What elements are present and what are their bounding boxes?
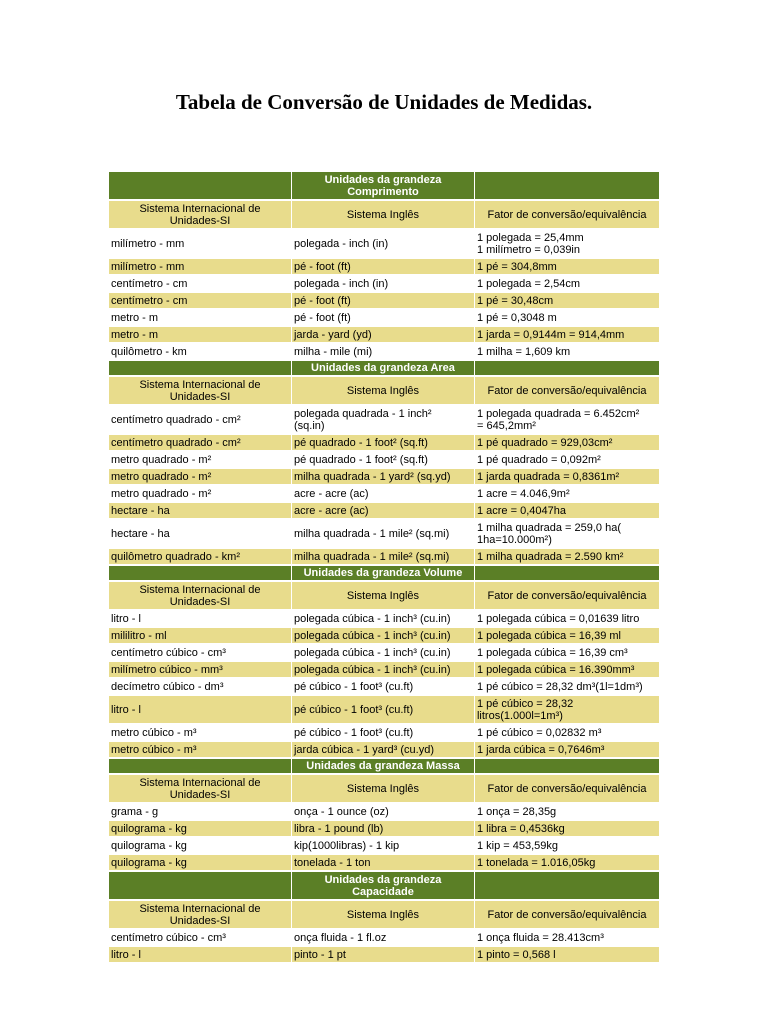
table-row <box>109 435 659 450</box>
table-row <box>109 503 659 518</box>
column-header-row <box>109 901 659 928</box>
si-unit-cell: decímetro cúbico - dm³ <box>111 680 224 693</box>
table-row <box>109 838 659 853</box>
column-header-si: Sistema Internacional de Unidades-SI <box>109 377 291 404</box>
conversion-factor-cell: 1 pé quadrado = 929,03cm² <box>475 435 659 450</box>
section-blank-cell <box>109 361 291 375</box>
conversion-factor-cell: 1 onça = 28,35g <box>476 805 557 818</box>
column-header-row <box>109 775 659 802</box>
table-row <box>109 679 659 694</box>
conversion-factor-cell: 1 acre = 0,4047ha <box>475 503 659 518</box>
si-unit-cell: hectare - ha <box>111 527 170 540</box>
conversion-factor-cell: 1 tonelada = 1.016,05kg <box>475 855 659 870</box>
ingles-unit-cell: polegada cúbica - 1 inch³ (cu.in) <box>292 628 474 643</box>
ingles-unit-cell: jarda - yard (yd) <box>292 327 474 342</box>
table-row <box>109 276 659 291</box>
si-unit-cell: quilômetro quadrado - km² <box>109 549 291 564</box>
column-header-fator: Fator de conversão/equivalência <box>475 775 659 802</box>
si-unit-cell: metro - m <box>111 311 159 324</box>
column-header-si: Sistema Internacional de Unidades-SI <box>109 775 291 802</box>
table-row <box>109 628 659 643</box>
si-unit-cell: quilograma - kg <box>109 855 291 870</box>
conversion-factor-cell: 1 milha quadrada = 2.590 km² <box>475 549 659 564</box>
si-unit-cell: metro quadrado - m² <box>111 453 212 466</box>
conversion-factor-cell: 1 jarda quadrada = 0,8361m² <box>475 469 659 484</box>
section-blank-cell <box>475 566 659 580</box>
si-unit-cell: centímetro cúbico - cm³ <box>111 931 226 944</box>
table-row <box>109 742 659 757</box>
conversion-factor-cell: 1 jarda = 0,9144m = 914,4mm <box>475 327 659 342</box>
si-unit-cell: mililitro - ml <box>109 628 291 643</box>
si-unit-cell: grama - g <box>111 805 159 818</box>
si-unit-cell: metro cúbico - m³ <box>111 726 197 739</box>
ingles-unit-cell: onça - 1 ounce (oz) <box>293 805 389 818</box>
ingles-unit-cell: acre - acre (ac) <box>293 487 369 500</box>
section-blank-cell <box>475 759 659 773</box>
table-row <box>109 293 659 308</box>
page-title: Tabela de Conversão de Unidades de Medidas. <box>175 90 593 114</box>
ingles-unit-cell: pé quadrado - 1 foot² (sq.ft) <box>293 453 428 466</box>
conversion-factor-cell: 1 pé = 304,8mm <box>475 259 659 274</box>
ingles-unit-cell: pé - foot (ft) <box>292 293 474 308</box>
table-row <box>109 662 659 677</box>
ingles-unit-cell: polegada cúbica - 1 inch³ (cu.in) <box>293 646 451 659</box>
table-row <box>109 469 659 484</box>
si-unit-cell: centímetro quadrado - cm² <box>111 413 241 426</box>
ingles-unit-cell: polegada - inch (in) <box>293 237 389 250</box>
si-unit-cell: centímetro quadrado - cm² <box>109 435 291 450</box>
ingles-unit-cell: milha - mile (mi) <box>293 345 373 358</box>
section-blank-cell <box>109 759 291 773</box>
column-header-si: Sistema Internacional de Unidades-SI <box>109 901 291 928</box>
ingles-unit-cell: pé cúbico - 1 foot³ (cu.ft) <box>292 696 474 723</box>
table-row <box>109 947 659 962</box>
section-blank-cell <box>109 566 291 580</box>
si-unit-cell: hectare - ha <box>109 503 291 518</box>
column-header-row <box>109 377 659 404</box>
conversion-factor-cell: 1 polegada cúbica = 0,01639 litro <box>476 612 640 625</box>
column-header-fator: Fator de conversão/equivalência <box>475 901 659 928</box>
column-header-si: Sistema Internacional de Unidades-SI <box>109 582 291 609</box>
si-unit-cell: metro - m <box>109 327 291 342</box>
conversion-factor-cell: 1 polegada = 2,54cm <box>476 277 581 290</box>
section-header-row <box>109 566 659 580</box>
conversion-factor-cell: 1 acre = 4.046,9m² <box>476 487 570 500</box>
table-row <box>109 520 659 547</box>
conversion-factor-cell: 1 pé cúbico = 28,32 litros(1.000l=1m³) <box>475 696 659 723</box>
table-row <box>109 452 659 467</box>
conversion-factor-cell: 1 pé = 0,3048 m <box>476 311 557 324</box>
table-row <box>109 725 659 740</box>
si-unit-cell: litro - l <box>109 696 291 723</box>
conversion-factor-cell: 1 pé quadrado = 0,092m² <box>476 453 601 466</box>
conversion-factor-cell: 1 milha = 1,609 km <box>476 345 571 358</box>
ingles-unit-cell: pé - foot (ft) <box>292 259 474 274</box>
column-header-ingles: Sistema Inglês <box>292 901 474 928</box>
section-blank-cell <box>109 872 291 899</box>
table-row <box>109 930 659 945</box>
section-header-row <box>109 759 659 773</box>
section-blank-cell <box>109 172 291 199</box>
ingles-unit-cell: onça fluida - 1 fl.oz <box>293 931 387 944</box>
si-unit-cell: milímetro - mm <box>109 259 291 274</box>
ingles-unit-cell: polegada - inch (in) <box>293 277 389 290</box>
table-row <box>109 696 659 723</box>
si-unit-cell: metro quadrado - m² <box>111 487 212 500</box>
ingles-unit-cell: polegada quadrada - 1 inch² (sq.in) <box>293 407 432 432</box>
section-title: Unidades da grandeza Area <box>292 361 474 375</box>
conversion-table <box>108 170 660 964</box>
column-header-ingles: Sistema Inglês <box>292 775 474 802</box>
ingles-unit-cell: milha quadrada - 1 mile² (sq.mi) <box>293 527 450 540</box>
conversion-factor-cell: 1 polegada cúbica = 16,39 ml <box>475 628 659 643</box>
conversion-factor-cell: 1 milha quadrada = 259,0 ha( 1ha=10.000m²) <box>476 521 621 546</box>
ingles-unit-cell: polegada cúbica - 1 inch³ (cu.in) <box>292 662 474 677</box>
section-title: Unidades da grandeza Capacidade <box>292 872 474 899</box>
section-title: Unidades da grandeza Comprimento <box>292 172 474 199</box>
si-unit-cell: litro - l <box>109 947 291 962</box>
si-unit-cell: quilograma - kg <box>109 821 291 836</box>
table-row <box>109 645 659 660</box>
section-blank-cell <box>475 361 659 375</box>
ingles-unit-cell: milha quadrada - 1 yard² (sq.yd) <box>292 469 474 484</box>
ingles-unit-cell: polegada cúbica - 1 inch³ (cu.in) <box>293 612 451 625</box>
section-blank-cell <box>475 872 659 899</box>
table-row <box>109 327 659 342</box>
column-header-si: Sistema Internacional de Unidades-SI <box>109 201 291 228</box>
ingles-unit-cell: pinto - 1 pt <box>292 947 474 962</box>
conversion-factor-cell: 1 polegada cúbica = 16,39 cm³ <box>476 646 628 659</box>
conversion-factor-cell: 1 onça fluida = 28.413cm³ <box>476 931 604 944</box>
si-unit-cell: quilômetro - km <box>111 345 187 358</box>
column-header-fator: Fator de conversão/equivalência <box>475 201 659 228</box>
column-header-fator: Fator de conversão/equivalência <box>475 582 659 609</box>
ingles-unit-cell: tonelada - 1 ton <box>292 855 474 870</box>
conversion-factor-cell: 1 pé cúbico = 0,02832 m³ <box>476 726 602 739</box>
ingles-unit-cell: kip(1000libras) - 1 kip <box>293 839 400 852</box>
column-header-row <box>109 582 659 609</box>
column-header-row <box>109 201 659 228</box>
ingles-unit-cell: milha quadrada - 1 mile² (sq.mi) <box>292 549 474 564</box>
ingles-unit-cell: jarda cúbica - 1 yard³ (cu.yd) <box>292 742 474 757</box>
conversion-factor-cell: 1 polegada quadrada = 6.452cm² = 645,2mm² <box>476 407 640 432</box>
section-header-row <box>109 361 659 375</box>
ingles-unit-cell: acre - acre (ac) <box>292 503 474 518</box>
ingles-unit-cell: libra - 1 pound (lb) <box>292 821 474 836</box>
section-blank-cell <box>475 172 659 199</box>
table-row <box>109 259 659 274</box>
ingles-unit-cell: pé cúbico - 1 foot³ (cu.ft) <box>293 726 414 739</box>
table-row <box>109 549 659 564</box>
si-unit-cell: quilograma - kg <box>111 839 187 852</box>
conversion-factor-cell: 1 pé = 30,48cm <box>475 293 659 308</box>
conversion-factor-cell: 1 polegada = 25,4mm 1 milímetro = 0,039in <box>476 231 584 256</box>
section-title: Unidades da grandeza Volume <box>292 566 474 580</box>
table-row <box>109 230 659 257</box>
conversion-factor-cell: 1 pé cúbico = 28,32 dm³(1l=1dm³) <box>476 680 643 693</box>
table-row <box>109 486 659 501</box>
si-unit-cell: milímetro - mm <box>111 237 185 250</box>
section-header-row <box>109 172 659 199</box>
si-unit-cell: centímetro cúbico - cm³ <box>111 646 226 659</box>
si-unit-cell: metro quadrado - m² <box>109 469 291 484</box>
si-unit-cell: milímetro cúbico - mm³ <box>109 662 291 677</box>
table-row <box>109 611 659 626</box>
conversion-factor-cell: 1 pinto = 0,568 l <box>475 947 659 962</box>
table-row <box>109 310 659 325</box>
column-header-ingles: Sistema Inglês <box>292 377 474 404</box>
table-row <box>109 855 659 870</box>
column-header-fator: Fator de conversão/equivalência <box>475 377 659 404</box>
conversion-factor-cell: 1 jarda cúbica = 0,7646m³ <box>475 742 659 757</box>
column-header-ingles: Sistema Inglês <box>292 582 474 609</box>
ingles-unit-cell: pé quadrado - 1 foot² (sq.ft) <box>292 435 474 450</box>
conversion-factor-cell: 1 kip = 453,59kg <box>476 839 559 852</box>
si-unit-cell: metro cúbico - m³ <box>109 742 291 757</box>
conversion-factor-cell: 1 polegada cúbica = 16.390mm³ <box>475 662 659 677</box>
table-row <box>109 821 659 836</box>
section-title: Unidades da grandeza Massa <box>292 759 474 773</box>
si-unit-cell: centímetro - cm <box>111 277 188 290</box>
si-unit-cell: litro - l <box>111 612 141 625</box>
column-header-ingles: Sistema Inglês <box>292 201 474 228</box>
ingles-unit-cell: pé - foot (ft) <box>293 311 351 324</box>
section-header-row <box>109 872 659 899</box>
ingles-unit-cell: pé cúbico - 1 foot³ (cu.ft) <box>293 680 414 693</box>
table-row <box>109 804 659 819</box>
table-row <box>109 344 659 359</box>
si-unit-cell: centímetro - cm <box>109 293 291 308</box>
table-row <box>109 406 659 433</box>
conversion-factor-cell: 1 libra = 0,4536kg <box>475 821 659 836</box>
